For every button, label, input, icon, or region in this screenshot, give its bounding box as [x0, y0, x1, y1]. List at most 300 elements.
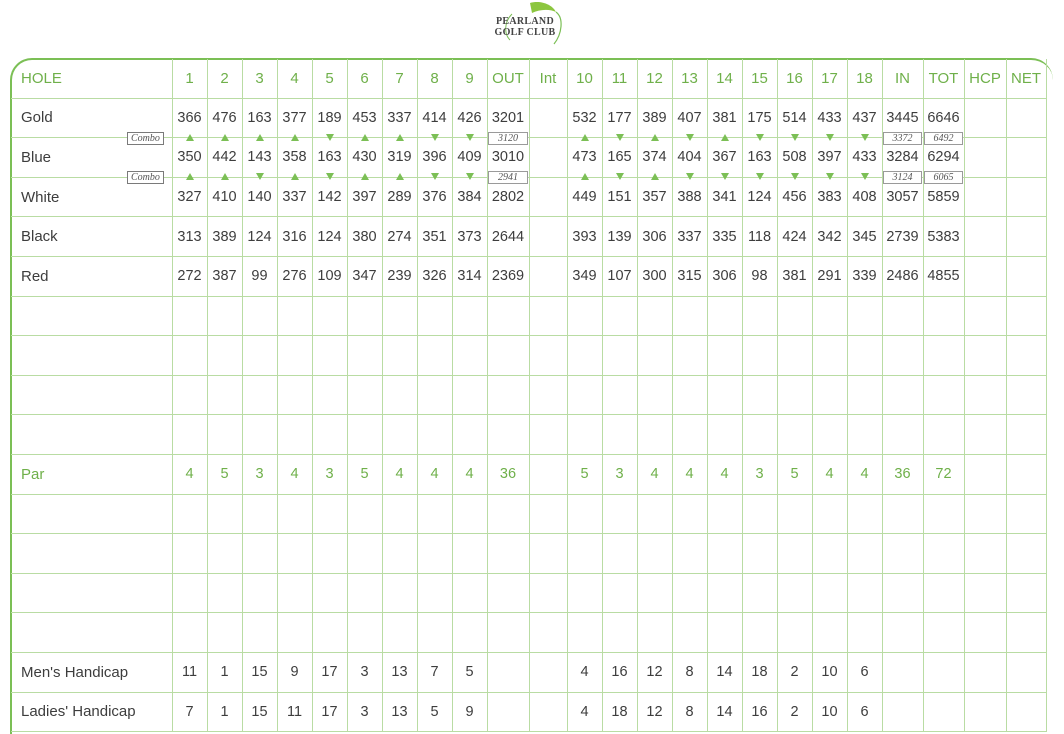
score-cell: 5: [207, 454, 242, 494]
score-cell: [923, 415, 964, 455]
score-cell: [777, 494, 812, 534]
score-cell: [707, 573, 742, 613]
row-label: Par: [11, 454, 172, 494]
header-cell: 3: [242, 59, 277, 98]
score-cell: [312, 494, 347, 534]
score-cell: [602, 415, 637, 455]
score-row: [11, 573, 1046, 613]
score-cell: [847, 494, 882, 534]
up-arrow-icon: [581, 173, 589, 180]
score-cell: 2: [777, 652, 812, 692]
header-cell: 12: [637, 59, 672, 98]
score-cell: 18: [742, 652, 777, 692]
down-arrow-icon: [826, 134, 834, 141]
score-cell: 300: [637, 256, 672, 296]
score-cell: 3: [347, 652, 382, 692]
score-cell: [277, 336, 312, 376]
up-arrow-icon: [721, 134, 729, 141]
row-label: [11, 375, 172, 415]
score-cell: 358: [277, 138, 312, 178]
score-cell: [602, 534, 637, 574]
score-cell: [452, 375, 487, 415]
score-cell: [487, 296, 529, 336]
row-label: [11, 415, 172, 455]
score-row: [11, 534, 1046, 574]
score-cell: [672, 573, 707, 613]
score-cell: 389: [207, 217, 242, 257]
score-cell: [172, 415, 207, 455]
score-cell: 426: [452, 98, 487, 138]
score-cell: 274: [382, 217, 417, 257]
down-arrow-icon: [791, 173, 799, 180]
score-cell: 12: [637, 692, 672, 732]
score-cell: [1006, 494, 1046, 534]
score-cell: 5: [567, 454, 602, 494]
score-cell: 453: [347, 98, 382, 138]
row-label: Blue: [11, 138, 172, 178]
score-cell: 374: [637, 138, 672, 178]
score-row: [11, 454, 1046, 494]
combo-out-total: 3120: [488, 132, 528, 145]
row-label: White: [11, 177, 172, 217]
score-cell: 376: [417, 177, 452, 217]
score-cell: 16: [742, 692, 777, 732]
score-cell: [777, 296, 812, 336]
score-cell: [637, 296, 672, 336]
score-cell: 306: [707, 256, 742, 296]
score-cell: [487, 613, 529, 653]
score-cell: 508: [777, 138, 812, 178]
header-cell: 6: [347, 59, 382, 98]
score-cell: [964, 256, 1006, 296]
score-cell: [742, 494, 777, 534]
score-cell: 397: [812, 138, 847, 178]
score-cell: 410: [207, 177, 242, 217]
score-cell: 4: [452, 454, 487, 494]
score-cell: [277, 415, 312, 455]
score-cell: [882, 336, 923, 376]
score-row: [11, 336, 1046, 376]
score-cell: [487, 336, 529, 376]
score-cell: [1006, 415, 1046, 455]
score-cell: [382, 494, 417, 534]
score-cell: 13: [382, 692, 417, 732]
score-cell: 15: [242, 692, 277, 732]
score-cell: 4: [417, 454, 452, 494]
score-cell: 4: [672, 454, 707, 494]
score-cell: [707, 613, 742, 653]
score-cell: [207, 415, 242, 455]
logo-line2: GOLF CLUB: [494, 27, 556, 38]
score-cell: [707, 415, 742, 455]
score-cell: [882, 573, 923, 613]
score-cell: [207, 494, 242, 534]
score-cell: [172, 296, 207, 336]
score-cell: 8: [672, 692, 707, 732]
score-cell: [847, 534, 882, 574]
up-arrow-icon: [581, 134, 589, 141]
score-cell: [777, 415, 812, 455]
club-logo: [470, 0, 580, 48]
score-cell: [567, 613, 602, 653]
score-cell: [923, 296, 964, 336]
score-cell: [172, 375, 207, 415]
down-arrow-icon: [431, 173, 439, 180]
row-label: [11, 534, 172, 574]
score-cell: [207, 534, 242, 574]
score-cell: [847, 573, 882, 613]
combo-in-total: 3372: [883, 132, 922, 145]
row-label: Red: [11, 256, 172, 296]
score-cell: 8: [672, 652, 707, 692]
score-cell: [529, 692, 567, 732]
header-cell: NET: [1006, 59, 1046, 98]
score-cell: [882, 415, 923, 455]
score-cell: [172, 336, 207, 376]
score-cell: 1: [207, 652, 242, 692]
score-cell: 366: [172, 98, 207, 138]
score-cell: [923, 534, 964, 574]
up-arrow-icon: [256, 134, 264, 141]
score-cell: [923, 613, 964, 653]
score-cell: [347, 415, 382, 455]
score-cell: 388: [672, 177, 707, 217]
score-cell: 381: [777, 256, 812, 296]
score-cell: [672, 336, 707, 376]
score-cell: 3057: [882, 177, 923, 217]
score-cell: [382, 534, 417, 574]
score-cell: [529, 652, 567, 692]
score-cell: [923, 375, 964, 415]
score-cell: [964, 692, 1006, 732]
score-cell: [1006, 375, 1046, 415]
score-cell: [847, 375, 882, 415]
score-cell: [602, 494, 637, 534]
score-cell: [172, 534, 207, 574]
header-cell: 9: [452, 59, 487, 98]
score-cell: 367: [707, 138, 742, 178]
score-cell: [777, 613, 812, 653]
score-cell: [529, 256, 567, 296]
score-cell: 384: [452, 177, 487, 217]
score-cell: [882, 613, 923, 653]
score-cell: [347, 573, 382, 613]
score-cell: 289: [382, 177, 417, 217]
score-cell: [742, 573, 777, 613]
score-cell: 3201: [487, 98, 529, 138]
score-cell: [452, 415, 487, 455]
score-cell: 291: [812, 256, 847, 296]
score-cell: 380: [347, 217, 382, 257]
score-cell: [1006, 652, 1046, 692]
score-cell: [742, 613, 777, 653]
score-cell: [347, 296, 382, 336]
up-arrow-icon: [361, 134, 369, 141]
down-arrow-icon: [466, 134, 474, 141]
score-cell: 339: [847, 256, 882, 296]
combo-tot-total: 6492: [924, 132, 963, 145]
score-cell: 316: [277, 217, 312, 257]
score-cell: 163: [312, 138, 347, 178]
score-cell: 473: [567, 138, 602, 178]
score-cell: [417, 296, 452, 336]
score-cell: [964, 415, 1006, 455]
score-cell: 2644: [487, 217, 529, 257]
down-arrow-icon: [756, 134, 764, 141]
score-cell: 165: [602, 138, 637, 178]
score-cell: [882, 494, 923, 534]
score-cell: 433: [847, 138, 882, 178]
down-arrow-icon: [466, 173, 474, 180]
score-cell: [529, 177, 567, 217]
score-cell: [567, 494, 602, 534]
score-cell: 13: [382, 652, 417, 692]
score-cell: [347, 534, 382, 574]
score-cell: [567, 415, 602, 455]
score-cell: [312, 415, 347, 455]
score-cell: [417, 375, 452, 415]
score-row: [11, 613, 1046, 653]
score-cell: 335: [707, 217, 742, 257]
score-row: [11, 217, 1046, 257]
score-cell: 7: [172, 692, 207, 732]
score-cell: 107: [602, 256, 637, 296]
score-cell: 319: [382, 138, 417, 178]
header-cell: 10: [567, 59, 602, 98]
score-cell: [707, 296, 742, 336]
score-cell: 6646: [923, 98, 964, 138]
score-cell: [602, 613, 637, 653]
score-cell: 532: [567, 98, 602, 138]
score-cell: 124: [242, 217, 277, 257]
down-arrow-icon: [686, 173, 694, 180]
score-cell: 347: [347, 256, 382, 296]
score-cell: [529, 98, 567, 138]
score-cell: [923, 652, 964, 692]
row-label: Ladies' Handicap: [11, 692, 172, 732]
score-cell: 337: [382, 98, 417, 138]
score-cell: [417, 573, 452, 613]
down-arrow-icon: [861, 173, 869, 180]
logo-text: [470, 16, 580, 38]
score-cell: [1006, 177, 1046, 217]
score-cell: [312, 336, 347, 376]
score-cell: 326: [417, 256, 452, 296]
score-cell: 4: [847, 454, 882, 494]
score-cell: [452, 573, 487, 613]
score-cell: [277, 494, 312, 534]
score-cell: 5383: [923, 217, 964, 257]
score-cell: [637, 375, 672, 415]
score-cell: [672, 375, 707, 415]
score-cell: [242, 336, 277, 376]
score-cell: 396: [417, 138, 452, 178]
score-cell: [964, 375, 1006, 415]
score-cell: [777, 573, 812, 613]
score-cell: 17: [312, 692, 347, 732]
header-cell: 11: [602, 59, 637, 98]
header-row: [11, 59, 1046, 98]
score-cell: [637, 534, 672, 574]
score-cell: [672, 415, 707, 455]
up-arrow-icon: [651, 134, 659, 141]
header-cell: 5: [312, 59, 347, 98]
score-cell: 3284: [882, 138, 923, 178]
score-cell: [529, 138, 567, 178]
score-cell: [707, 336, 742, 376]
score-cell: 350: [172, 138, 207, 178]
down-arrow-icon: [721, 173, 729, 180]
score-cell: [1006, 534, 1046, 574]
score-cell: 387: [207, 256, 242, 296]
score-cell: 3: [742, 454, 777, 494]
score-cell: [382, 375, 417, 415]
score-cell: [964, 217, 1006, 257]
up-arrow-icon: [186, 134, 194, 141]
combo-out-total: 2941: [488, 171, 528, 184]
down-arrow-icon: [791, 134, 799, 141]
score-cell: [777, 375, 812, 415]
score-cell: 4: [707, 454, 742, 494]
score-cell: 337: [277, 177, 312, 217]
score-cell: 476: [207, 98, 242, 138]
combo-label: Combo: [127, 171, 164, 184]
header-cell: 7: [382, 59, 417, 98]
score-cell: [1006, 336, 1046, 376]
score-cell: 456: [777, 177, 812, 217]
score-cell: 118: [742, 217, 777, 257]
score-cell: [382, 613, 417, 653]
up-arrow-icon: [651, 173, 659, 180]
score-cell: [172, 613, 207, 653]
score-cell: [452, 494, 487, 534]
score-cell: 314: [452, 256, 487, 296]
score-cell: 163: [242, 98, 277, 138]
score-cell: [417, 613, 452, 653]
score-cell: 342: [812, 217, 847, 257]
score-cell: 124: [312, 217, 347, 257]
score-cell: 449: [567, 177, 602, 217]
score-cell: [567, 336, 602, 376]
score-row: [11, 296, 1046, 336]
up-arrow-icon: [396, 173, 404, 180]
score-cell: 72: [923, 454, 964, 494]
score-cell: [417, 415, 452, 455]
score-cell: [312, 613, 347, 653]
score-cell: [742, 375, 777, 415]
score-cell: [742, 415, 777, 455]
up-arrow-icon: [361, 173, 369, 180]
down-arrow-icon: [616, 173, 624, 180]
score-cell: [312, 534, 347, 574]
score-cell: [923, 494, 964, 534]
score-cell: 2739: [882, 217, 923, 257]
score-cell: 4: [172, 454, 207, 494]
score-cell: 3: [242, 454, 277, 494]
score-cell: 4855: [923, 256, 964, 296]
header-cell: HCP: [964, 59, 1006, 98]
score-row: [11, 375, 1046, 415]
score-cell: [347, 336, 382, 376]
score-cell: [529, 534, 567, 574]
score-cell: 14: [707, 692, 742, 732]
up-arrow-icon: [221, 173, 229, 180]
score-cell: 15: [242, 652, 277, 692]
score-cell: 109: [312, 256, 347, 296]
score-cell: [1006, 613, 1046, 653]
score-cell: [707, 534, 742, 574]
score-cell: 424: [777, 217, 812, 257]
score-cell: [452, 336, 487, 376]
score-cell: 442: [207, 138, 242, 178]
score-row: [11, 415, 1046, 455]
score-cell: [312, 375, 347, 415]
score-cell: 313: [172, 217, 207, 257]
score-cell: 99: [242, 256, 277, 296]
score-cell: [964, 454, 1006, 494]
up-arrow-icon: [396, 134, 404, 141]
score-cell: [382, 415, 417, 455]
score-cell: 349: [567, 256, 602, 296]
score-cell: [207, 336, 242, 376]
score-cell: [347, 613, 382, 653]
down-arrow-icon: [616, 134, 624, 141]
header-cell: IN: [882, 59, 923, 98]
score-cell: [207, 375, 242, 415]
score-cell: [417, 534, 452, 574]
score-cell: [207, 613, 242, 653]
score-cell: 272: [172, 256, 207, 296]
score-cell: [277, 534, 312, 574]
score-cell: [964, 138, 1006, 178]
score-cell: 5: [347, 454, 382, 494]
score-cell: [347, 494, 382, 534]
score-cell: [172, 494, 207, 534]
score-cell: 18: [602, 692, 637, 732]
score-cell: 139: [602, 217, 637, 257]
score-cell: 3010: [487, 138, 529, 178]
score-cell: 239: [382, 256, 417, 296]
score-cell: 142: [312, 177, 347, 217]
score-cell: [242, 613, 277, 653]
score-cell: 4: [382, 454, 417, 494]
score-cell: [637, 415, 672, 455]
score-cell: [882, 692, 923, 732]
score-cell: 3445: [882, 98, 923, 138]
score-cell: 414: [417, 98, 452, 138]
score-cell: [742, 296, 777, 336]
score-cell: [1006, 692, 1046, 732]
score-cell: 189: [312, 98, 347, 138]
score-cell: [672, 494, 707, 534]
score-cell: [529, 296, 567, 336]
score-cell: 175: [742, 98, 777, 138]
score-cell: [812, 494, 847, 534]
score-cell: 306: [637, 217, 672, 257]
score-cell: 1: [207, 692, 242, 732]
combo-in-total: 3124: [883, 171, 922, 184]
score-cell: [452, 296, 487, 336]
header-cell: 15: [742, 59, 777, 98]
score-cell: [529, 454, 567, 494]
score-cell: [777, 534, 812, 574]
score-cell: [812, 296, 847, 336]
score-cell: [707, 494, 742, 534]
score-cell: 381: [707, 98, 742, 138]
header-cell: 17: [812, 59, 847, 98]
score-cell: [242, 534, 277, 574]
score-cell: [487, 415, 529, 455]
